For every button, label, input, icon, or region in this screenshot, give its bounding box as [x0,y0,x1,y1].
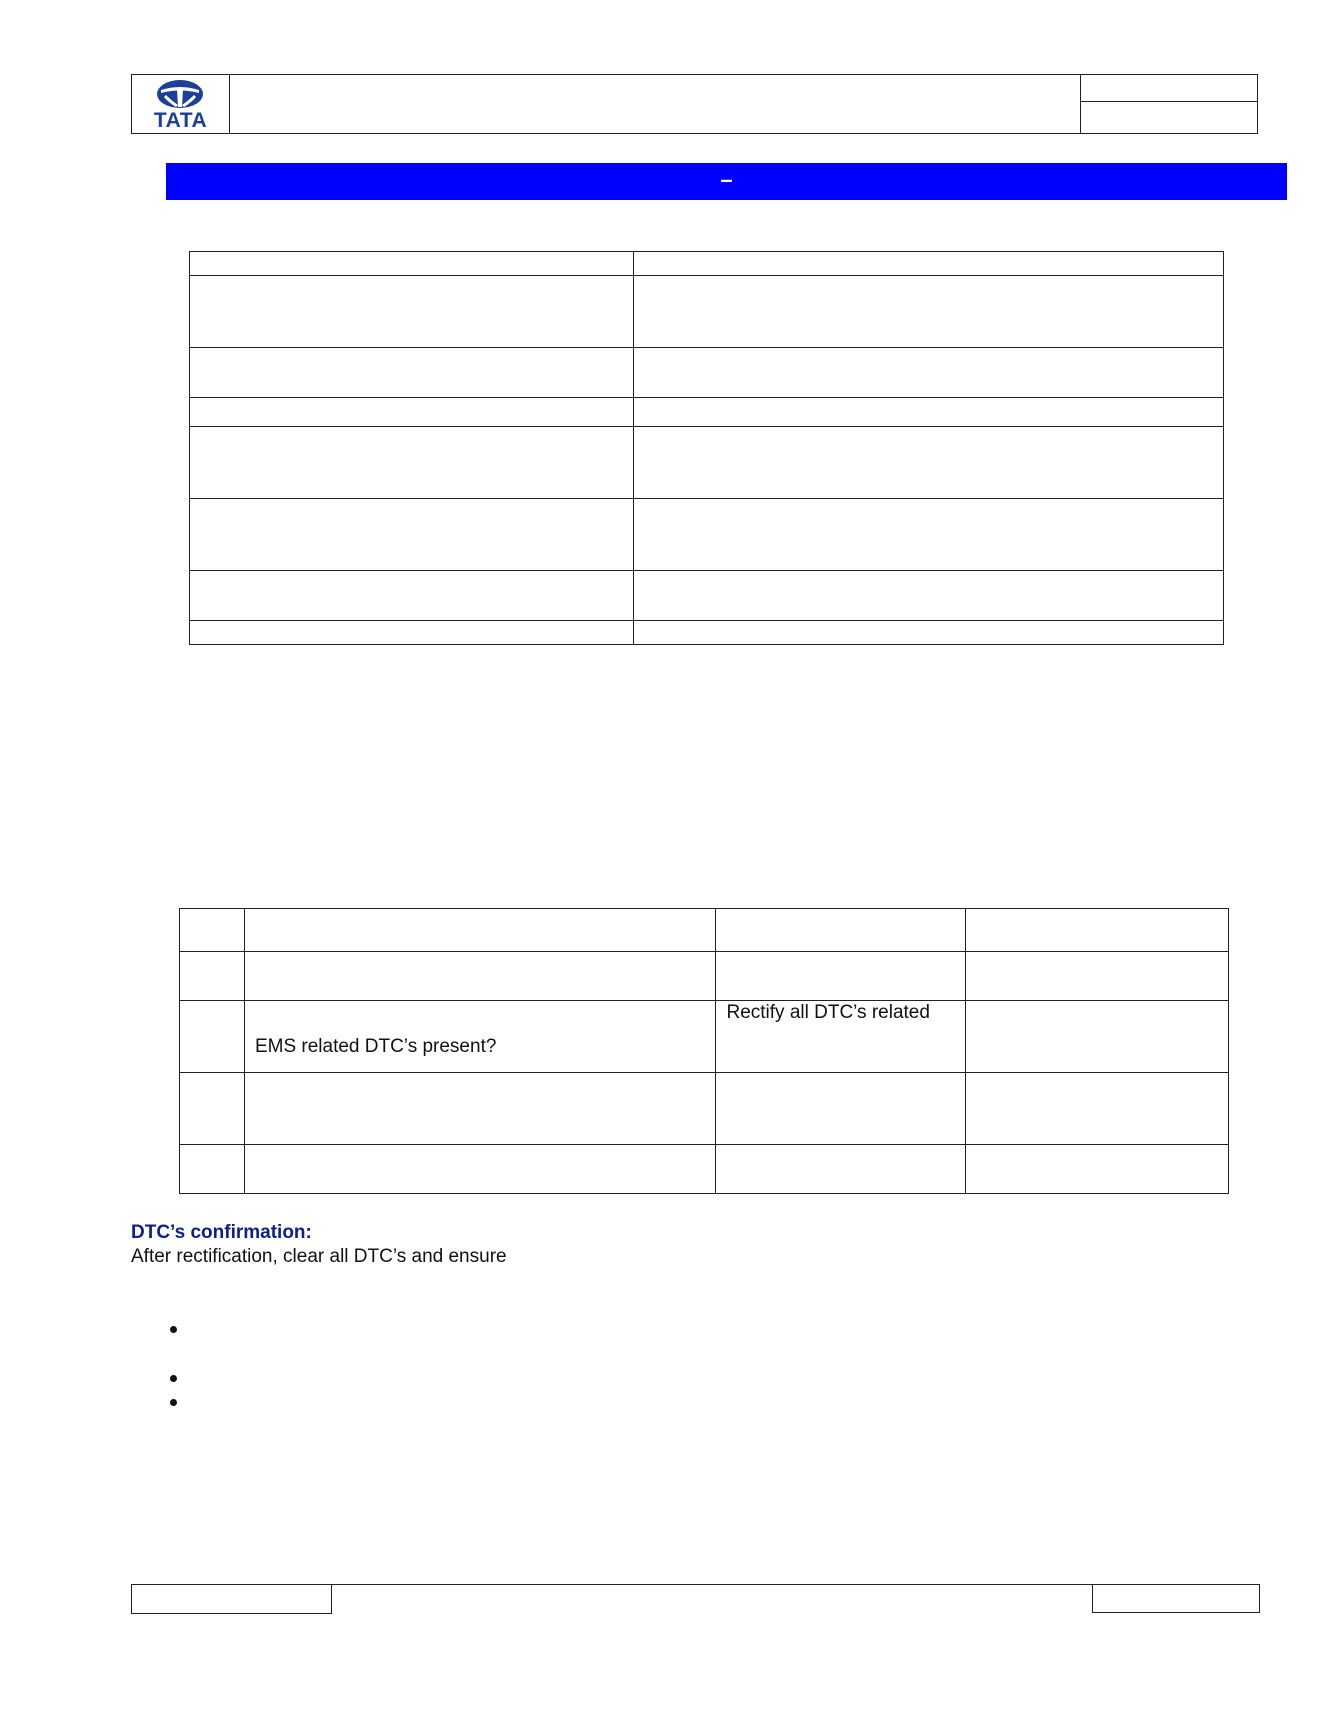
diagnostic-steps-table [179,908,1229,1194]
table-cell: EMS related DTC’s present? [244,1001,716,1073]
table-row [180,1001,1229,1073]
table-cell [966,952,1229,1001]
table-cell [966,909,1229,952]
table-cell [180,952,245,1001]
table-cell [633,499,1223,571]
footer-divider [331,1584,1093,1585]
table-cell [190,571,634,621]
table-row [190,427,1224,499]
table-row [190,348,1224,398]
table-row [180,1145,1229,1194]
logo-cell [132,75,230,133]
table-row [180,909,1229,952]
table-row [190,571,1224,621]
table-row [190,276,1224,348]
bullet-icon [170,1326,177,1333]
dtc-confirmation-heading: DTC’s confirmation: [131,1222,312,1243]
table-cell [180,1145,245,1194]
table-cell [633,427,1223,499]
table-cell [190,499,634,571]
table-cell [716,909,966,952]
footer-left-text [132,1585,331,1593]
bullet-list [166,1318,1066,1418]
table-cell [190,398,634,427]
table-cell [190,621,634,645]
info-table [189,251,1224,645]
table-cell [716,1145,966,1194]
table-cell [190,252,634,276]
footer-left-box [131,1584,332,1614]
table-cell [633,348,1223,398]
bullet-icon [170,1399,177,1406]
table-cell [633,621,1223,645]
table-cell [180,909,245,952]
table-row [180,1073,1229,1145]
table-cell [633,276,1223,348]
table-cell [244,909,716,952]
table-row [190,621,1224,645]
banner-text: – [720,167,733,192]
header-right-cell [1080,75,1257,133]
footer-right-text [1093,1585,1259,1593]
table-cell [633,398,1223,427]
table-cell [244,1145,716,1194]
dtc-confirmation-text: After rectification, clear all DTC’s and ensure [131,1246,507,1267]
table-row [180,952,1229,1001]
table-row [190,398,1224,427]
table-cell [633,252,1223,276]
table-cell [244,952,716,1001]
table-cell [180,1001,245,1073]
table-row [190,252,1224,276]
bullet-icon [170,1375,177,1382]
table-cell [190,427,634,499]
footer-right-box [1092,1584,1260,1613]
table-cell [190,348,634,398]
document-header [131,74,1258,134]
table-cell [966,1145,1229,1194]
table-row [190,499,1224,571]
table-cell [244,1073,716,1145]
table-cell: Rectify all DTC’s related [716,1001,966,1073]
table-cell [190,276,634,348]
table-cell [180,1073,245,1145]
table-cell [716,1073,966,1145]
table-cell [633,571,1223,621]
logo-wordmark: TATA [153,109,208,132]
table-cell [966,1001,1229,1073]
header-right-divider [1081,101,1257,102]
section-banner [166,163,1287,200]
table-cell [716,952,966,1001]
table-cell [966,1073,1229,1145]
